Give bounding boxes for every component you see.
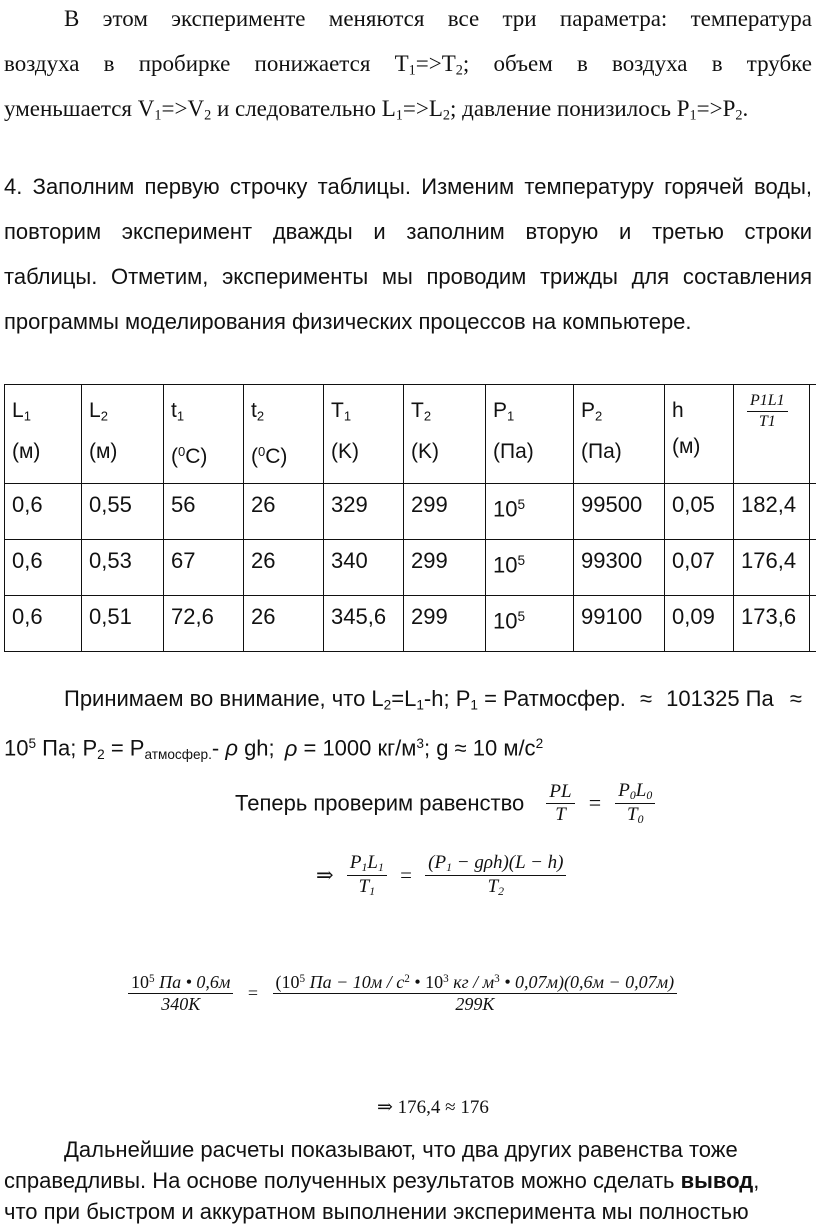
accept-line-1: Принимаем во внимание, что $L_2=L_1-h$; $P_1$ = Ратмосфер. ≈ 101325 Па ≈ <box>4 676 812 721</box>
table-cell: 26 <box>244 484 324 540</box>
table-cell: 182,4 <box>734 484 810 540</box>
rho-symbol: ρ <box>225 736 238 761</box>
check-label: Теперь проверим равенство <box>235 790 524 815</box>
table-cell: 0,09 <box>665 596 734 652</box>
table-cell: 0,6 <box>5 596 82 652</box>
approx-symbol: ≈ <box>790 686 802 711</box>
header-cell: $L_2$ (м) <box>82 385 164 484</box>
table-cell: 340 <box>324 540 404 596</box>
table-cell: 299 <box>404 484 486 540</box>
table-row <box>5 540 816 596</box>
equals-sign: = <box>589 790 601 815</box>
table-cell: 0,53 <box>82 540 164 596</box>
header-cell: $T_1$ (K) <box>324 385 404 484</box>
step4-line-4: программы моделирования физических процессов на компьютере. <box>4 299 812 344</box>
header-cell: $t_1$ ($^0$C) <box>164 385 244 484</box>
final-line-2: справедливы. На основе полученных результатов можно сделать вывод, <box>4 1165 812 1196</box>
header-cell: $T_2$ (K) <box>404 385 486 484</box>
equals-sign: = <box>400 863 412 887</box>
table-cell: 0,05 <box>665 484 734 540</box>
table-cell: 299 <box>404 540 486 596</box>
rho-symbol: ρ <box>285 736 298 761</box>
table-cell: 72,6 <box>164 596 244 652</box>
table-cell: 0,07 <box>665 540 734 596</box>
table-cell: $10^5$ <box>486 484 574 540</box>
table-cell: 99300 <box>574 540 665 596</box>
pressure-length-over-t2: $\frac{(P_1 - g\rho h)(L - h)}{T_2}$ <box>425 852 566 899</box>
table-cell: 173,6 <box>734 596 810 652</box>
table-cell <box>810 484 816 540</box>
intro-paragraph <box>4 0 812 131</box>
header-cell: $t_2$ ($^0$C) <box>244 385 324 484</box>
step4-line-3: таблицы. Отметим, эксперименты мы проводим трижды для составления <box>4 254 812 299</box>
approx-symbol: ≈ <box>455 736 467 761</box>
accept-line-2: $10^5$ Па; $P_2 = P_{атмосфер.}-$ ρ gh; ρ = 1000 $кг/м^3$; g ≈ 10 $м/с^2$ <box>4 721 812 766</box>
implies-icon: ⇒ <box>316 863 334 887</box>
intro-line-2: воздуха в пробирке понижается $T_1=>T_2$; объем в воздуха в трубке <box>4 41 812 86</box>
step4-line-1: 4. Заполним первую строчку таблицы. Изменим температуру горячей воды, <box>4 164 812 209</box>
result-equation: ⇒ 176,4 ≈ 176 <box>377 1096 489 1119</box>
pl-over-t-fraction: $\frac{P1L1}{T1}$ <box>747 391 788 432</box>
table-cell: 0,55 <box>82 484 164 540</box>
calculation-equation <box>128 972 677 1015</box>
header-cell: $P_2$ (Па) <box>574 385 665 484</box>
table-row <box>5 484 816 540</box>
pl-over-t: $\frac{PL}{T}$ <box>546 781 574 826</box>
table-cell: 176,4 <box>734 540 810 596</box>
step4-paragraph <box>4 164 812 344</box>
header-cell-extra <box>810 385 816 484</box>
table-row <box>5 596 816 652</box>
final-line-1: Дальнейшие расчеты показывают, что два других равенства тоже <box>4 1134 812 1165</box>
table-cell: 99500 <box>574 484 665 540</box>
table-cell: 56 <box>164 484 244 540</box>
table-cell <box>810 596 816 652</box>
implication-equation <box>316 852 566 899</box>
table-cell: 26 <box>244 596 324 652</box>
step4-line-2: повторим эксперимент дважды и заполним вторую и третью строки <box>4 209 812 254</box>
p0l0-over-t0: $\frac{P_0L_0}{T_0}$ <box>615 780 655 827</box>
right-calc-fraction: $\frac{(10^5 Па - 10м / с^2 • 10^3 кг / м^3 • 0,07м)(0,6м - 0,07м)}{299К}$ <box>273 972 678 1015</box>
equals-sign: = <box>248 983 258 1003</box>
header-cell: $L_1$ (м) <box>5 385 82 484</box>
check-equation <box>235 780 655 827</box>
header-cell: $P_1$ (Па) <box>486 385 574 484</box>
table-cell: 0,51 <box>82 596 164 652</box>
experiment-table <box>4 384 816 652</box>
left-calc-fraction: $\frac{10^5 Па • 0,6м}{340К}$ <box>128 972 233 1015</box>
table-cell: 329 <box>324 484 404 540</box>
table-cell: 345,6 <box>324 596 404 652</box>
table-cell: 299 <box>404 596 486 652</box>
approx-symbol: ≈ <box>640 686 652 711</box>
table-cell: 99100 <box>574 596 665 652</box>
final-paragraph <box>4 1134 812 1227</box>
table-cell: 67 <box>164 540 244 596</box>
table-cell: $10^5$ <box>486 540 574 596</box>
header-cell: h (м) <box>665 385 734 484</box>
final-line-3: что при быстром и аккуратном выполнении эксперимента мы полностью <box>4 1196 812 1227</box>
table-header-row <box>5 385 816 484</box>
table-cell: 0,6 <box>5 540 82 596</box>
accept-paragraph <box>4 676 812 766</box>
table-cell: 26 <box>244 540 324 596</box>
header-cell-fraction <box>734 385 810 484</box>
intro-line-1: В этом эксперименте меняются все три параметра: температура <box>4 0 812 41</box>
table-cell <box>810 540 816 596</box>
table-cell: $10^5$ <box>486 596 574 652</box>
p1l1-over-t1: $\frac{P_1L_1}{T_1}$ <box>347 852 387 899</box>
table-cell: 0,6 <box>5 484 82 540</box>
intro-line-3: уменьшается $V_1=>V_2$ и следовательно $L_1=>L_2$; давление понизилось $P_1=>P_2$. <box>4 86 812 131</box>
